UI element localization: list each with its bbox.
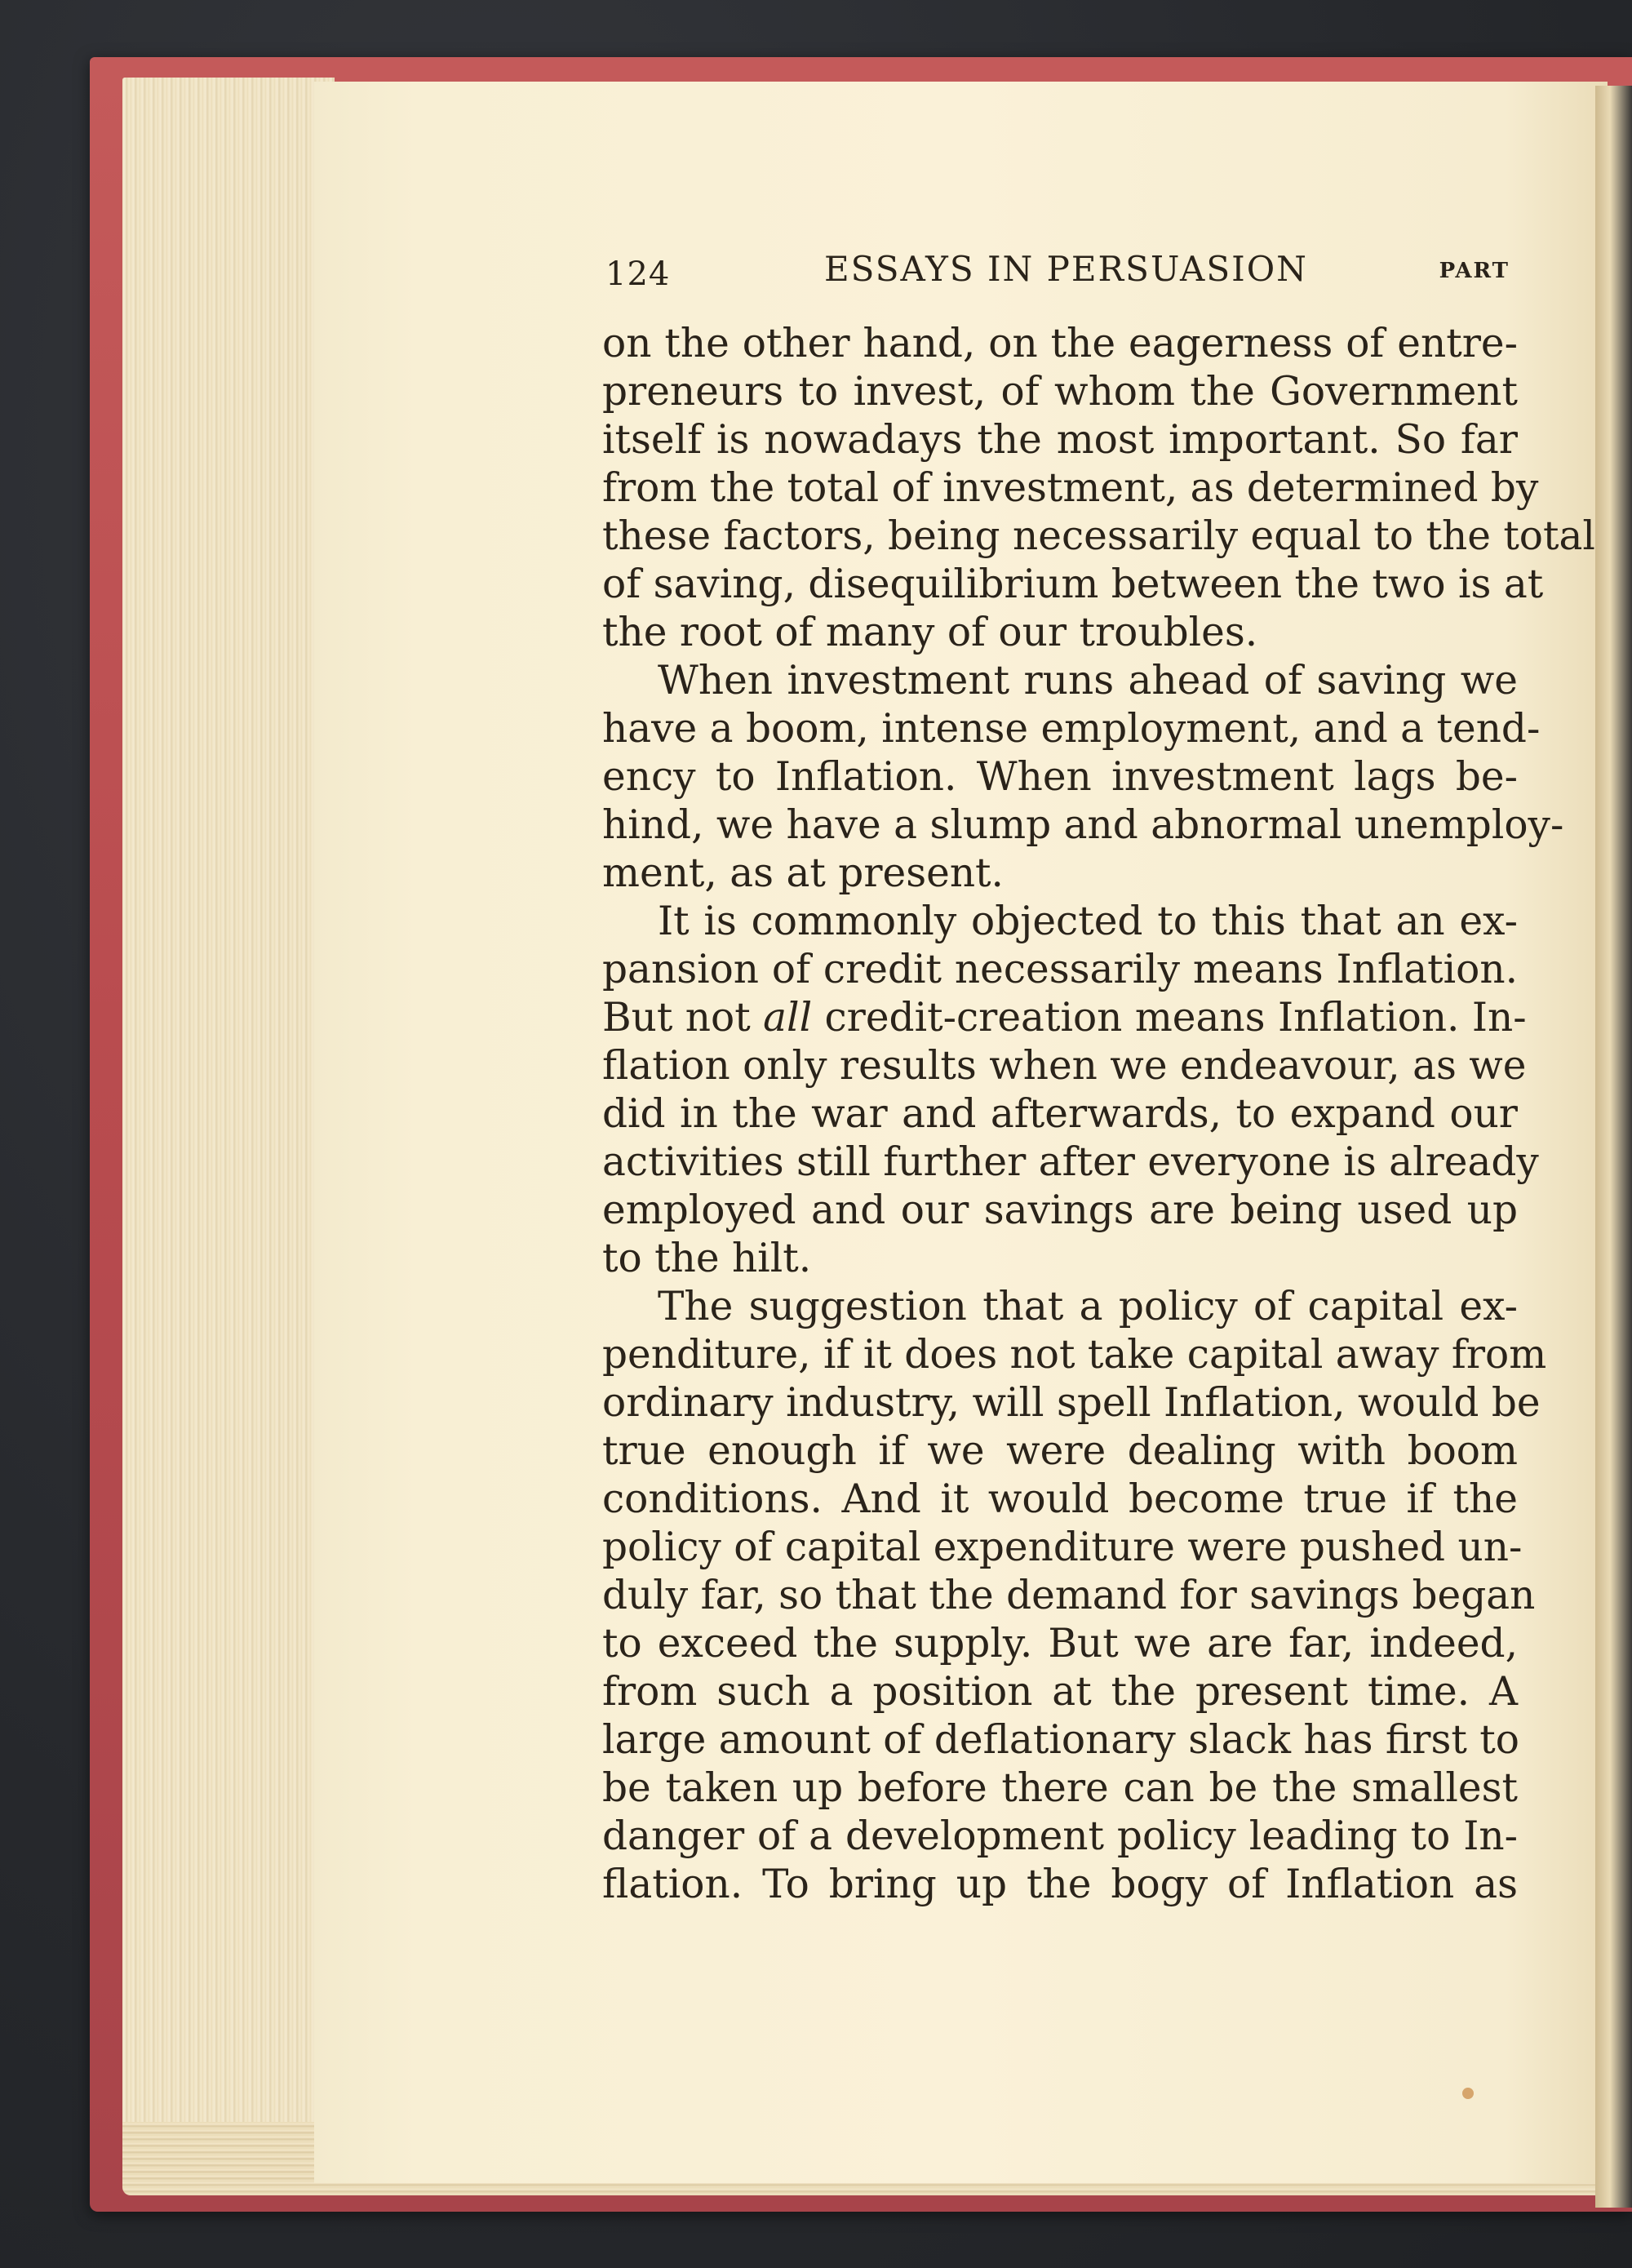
running-head [605, 249, 1510, 298]
text-line: true enough if we were dealing with boom [602, 1428, 1518, 1474]
page-number: 124 [605, 255, 671, 293]
text-line: pansion of credit necessarily means Inflation. [602, 947, 1518, 992]
text-line: activities still further after everyone is already [602, 1139, 1539, 1185]
text-line: on the other hand, on the eagerness of entre- [602, 321, 1518, 366]
text-line: to the hilt. [602, 1236, 812, 1281]
text-line: It is commonly objected to this that an ex- [658, 899, 1518, 944]
text-line: employed and our savings are being used up [602, 1187, 1518, 1233]
body-text [602, 320, 1595, 1909]
text-line: ordinary industry, will spell Inflation, would be [602, 1380, 1541, 1426]
text-line: from such a position at the present time. A [602, 1669, 1518, 1715]
text-line: policy of capital expenditure were pushed un- [602, 1525, 1523, 1570]
text-line: have a boom, intense employment, and a tend- [602, 706, 1541, 752]
text-line: of saving, disequilibrium between the two is at [602, 561, 1544, 607]
text-line: duly far, so that the demand for savings began [602, 1573, 1536, 1618]
text-line: danger of a development policy leading to In- [602, 1813, 1518, 1859]
text-line: large amount of deflationary slack has first to [602, 1717, 1519, 1763]
text-line-with-emphasis: But not all credit-creation means Inflation. In- [602, 995, 1527, 1041]
emphasis-word: all [763, 995, 813, 1041]
facing-page-edge [1595, 86, 1632, 2208]
text-line: did in the war and afterwards, to expand our [602, 1091, 1518, 1137]
text-line: from the total of investment, as determined by [602, 465, 1539, 511]
text-line: flation. To bring up the bogy of Inflation as [602, 1862, 1518, 1907]
book-title: ESSAYS IN PERSUASION [824, 249, 1308, 289]
text-line: be taken up before there can be the smallest [602, 1765, 1518, 1811]
text-line: conditions. And it would become true if the [602, 1476, 1518, 1522]
text-line: the root of many of our troubles. [602, 610, 1258, 655]
section-label: PART [1439, 259, 1510, 283]
text-line: penditure, if it does not take capital away from [602, 1332, 1547, 1378]
text-line: hind, we have a slump and abnormal unemploy- [602, 802, 1564, 848]
page-block-edge [122, 78, 335, 2191]
text-line: itself is nowadays the most important. So far [602, 417, 1518, 463]
paper-stain [1462, 2088, 1474, 2099]
text-line: flation only results when we endeavour, as we [602, 1043, 1527, 1089]
text-line: these factors, being necessarily equal to the total [602, 513, 1595, 559]
text-line: to exceed the supply. But we are far, indeed, [602, 1621, 1518, 1667]
text-line: When investment runs ahead of saving we [658, 658, 1518, 703]
text-line: preneurs to invest, of whom the Government [602, 369, 1518, 415]
text-line: The suggestion that a policy of capital ex- [658, 1284, 1518, 1329]
text-line: ency to Inflation. When investment lags be- [602, 754, 1518, 800]
text-line: ment, as at present. [602, 850, 1004, 896]
